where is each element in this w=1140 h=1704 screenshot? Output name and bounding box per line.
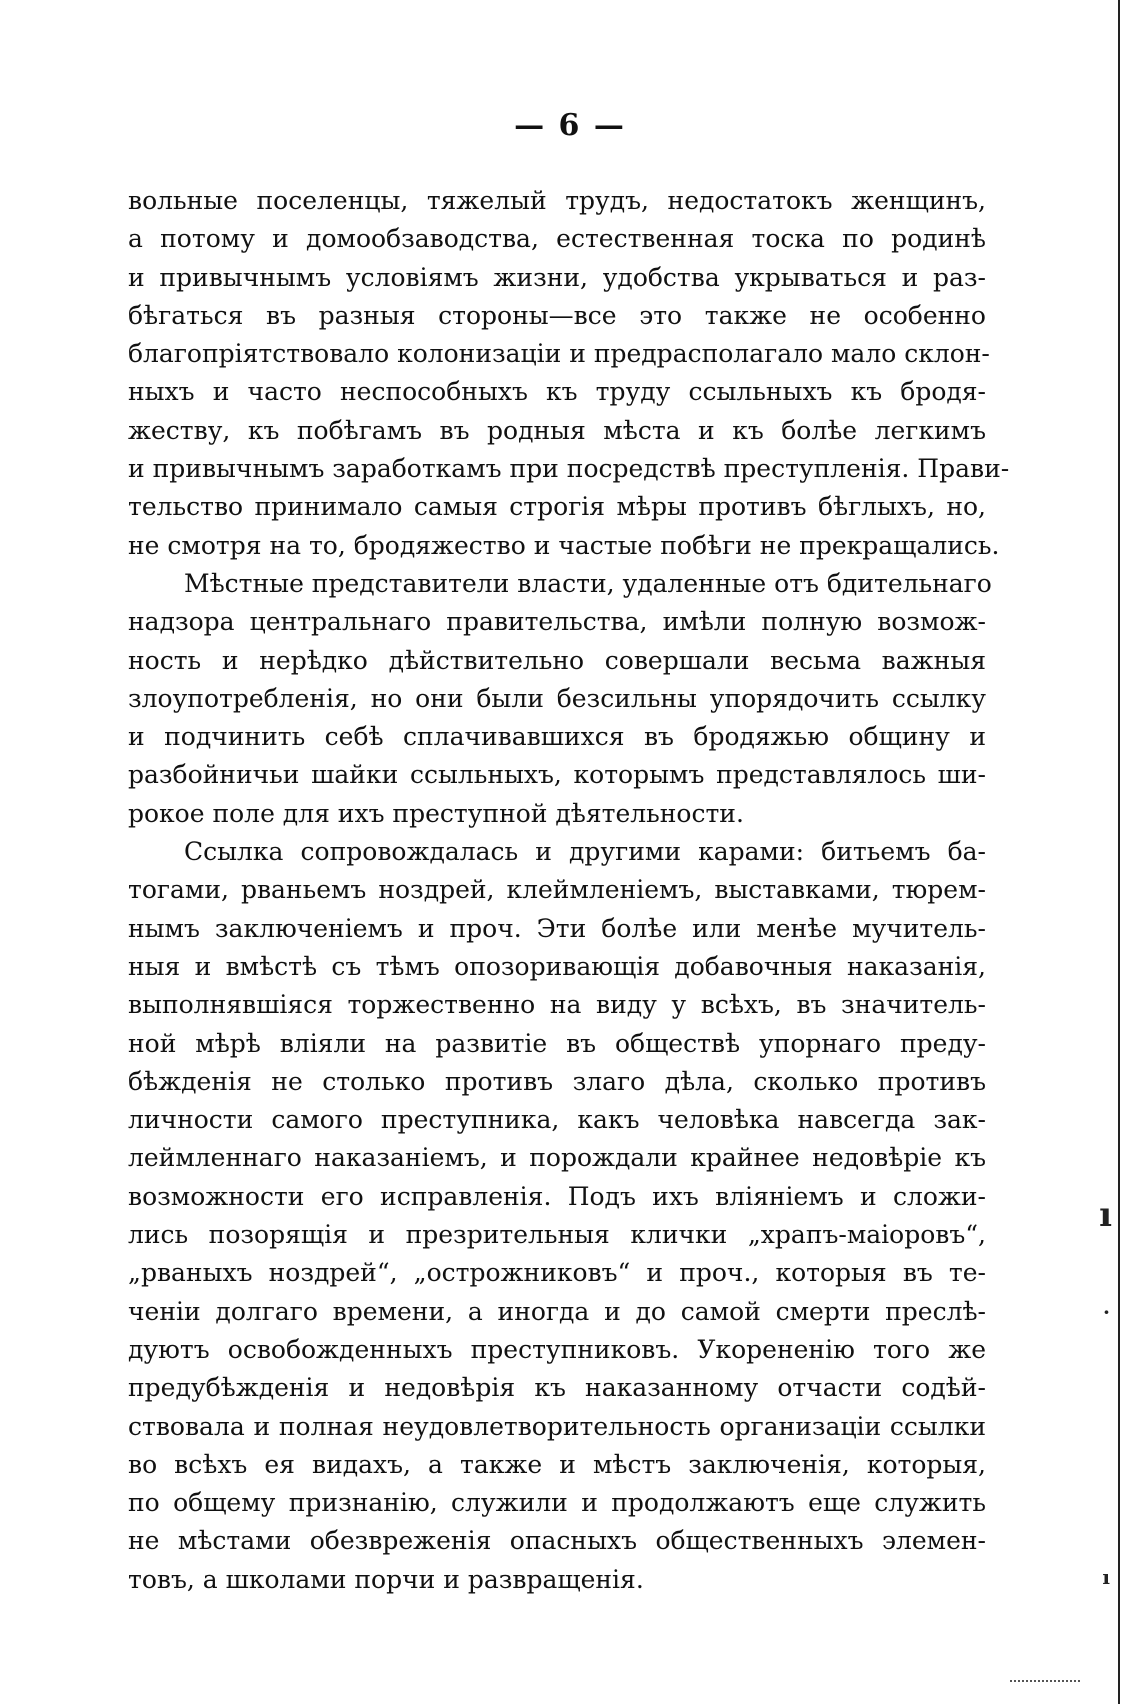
text-line: по общему признанію, служили и продолжаютъ еще служить xyxy=(128,1488,986,1518)
text-line: предубѣжденія и недовѣрія къ наказанному отчасти содѣй- xyxy=(128,1373,986,1403)
text-line: бѣжденія не столько противъ злаго дѣла, сколько противъ xyxy=(128,1066,986,1096)
text-line: надзора центральнаго правительства, имѣли полную возмож- xyxy=(128,607,986,637)
text-line: и привычнымъ заработкамъ при посредствѣ преступленія. Прави- xyxy=(128,454,1010,484)
text-line: тельство принимало самыя строгія мѣры противъ бѣглыхъ, но, xyxy=(128,492,986,522)
margin-ink-mark: ı xyxy=(1099,1195,1112,1235)
text-line: дуютъ освобожденныхъ преступниковъ. Укорененію того же xyxy=(128,1334,986,1364)
text-line: лись позорящія и презрительныя клички „храпъ-маіоровъ“, xyxy=(128,1220,986,1250)
text-line: личности самого преступника, какъ человѣка навсегда зак- xyxy=(128,1105,986,1135)
text-line: не смотря на то, бродяжество и частые побѣги не прекращались. xyxy=(128,530,1000,560)
footer-scan-dots xyxy=(1010,1680,1080,1682)
text-line: „рваныхъ ноздрей“, „острожниковъ“ и проч., которыя въ те- xyxy=(128,1258,986,1288)
text-line: Ссылка сопровождалась и другими карами: битьемъ ба- xyxy=(184,837,986,867)
text-line: возможности его исправленія. Подъ ихъ вліяніемъ и сложи- xyxy=(128,1181,986,1211)
text-line: благопріятствовало колонизаціи и предрасполагало мало склон- xyxy=(128,339,990,369)
text-line: рокое поле для ихъ преступной дѣятельности. xyxy=(128,798,744,828)
page-number: — 6 — xyxy=(514,108,626,143)
text-line: леймленнаго наказаніемъ, и порождали крайнее недовѣріе къ xyxy=(128,1143,986,1173)
text-line: вольные поселенцы, тяжелый трудъ, недостатокъ женщинъ, xyxy=(128,186,986,215)
text-line: ствовала и полная неудовлетворительность организаціи ссылки xyxy=(128,1411,986,1441)
text-line: не мѣстами обезвреженія опасныхъ общественныхъ элемен- xyxy=(128,1526,986,1556)
text-line: злоупотребленія, но они были безсильны упорядочить ссылку xyxy=(128,683,986,713)
body-text xyxy=(128,182,1010,1599)
text-line: бѣгаться въ разныя стороны—все это также не особенно xyxy=(128,300,986,330)
text-line: во всѣхъ ея видахъ, а также и мѣстъ заключенія, которыя, xyxy=(128,1449,986,1479)
margin-ink-mark: ı xyxy=(1102,1565,1110,1589)
text-line: нымъ заключеніемъ и проч. Эти болѣе или менѣе мучитель- xyxy=(128,913,986,943)
text-line: ныхъ и часто неспособныхъ къ труду ссыльныхъ къ бродя- xyxy=(128,377,986,407)
text-line: тогами, рваньемъ ноздрей, клеймленіемъ, выставками, тюрем- xyxy=(128,875,986,905)
text-line: Мѣстные представители власти, удаленные отъ бдительнаго xyxy=(184,568,992,598)
text-line: жеству, къ побѣгамъ въ родныя мѣста и къ болѣе легкимъ xyxy=(128,415,986,445)
text-line: ной мѣрѣ вліяли на развитіе въ обществѣ упорнаго преду- xyxy=(128,1028,986,1058)
margin-ink-mark: · xyxy=(1103,1300,1110,1324)
text-line: товъ, а школами порчи и развращенія. xyxy=(128,1564,644,1594)
text-line: ченіи долгаго времени, а иногда и до самой смерти преслѣ- xyxy=(128,1296,986,1326)
text-line: и привычнымъ условіямъ жизни, удобства укрываться и раз- xyxy=(128,262,986,292)
text-line: и подчинить себѣ сплачивавшихся въ бродяжью общину и xyxy=(128,722,986,752)
page-edge-line xyxy=(1118,0,1120,1704)
text-line: выполнявшіяся торжественно на виду у всѣхъ, въ значитель- xyxy=(128,990,986,1020)
text-line: ныя и вмѣстѣ съ тѣмъ опозоривающія добавочныя наказанія, xyxy=(128,951,986,981)
text-line: разбойничьи шайки ссыльныхъ, которымъ представлялось ши- xyxy=(128,760,986,790)
text-line: а потому и домообзаводства, естественная тоска по родинѣ xyxy=(128,224,986,254)
text-line: ность и нерѣдко дѣйствительно совершали весьма важныя xyxy=(128,645,986,675)
